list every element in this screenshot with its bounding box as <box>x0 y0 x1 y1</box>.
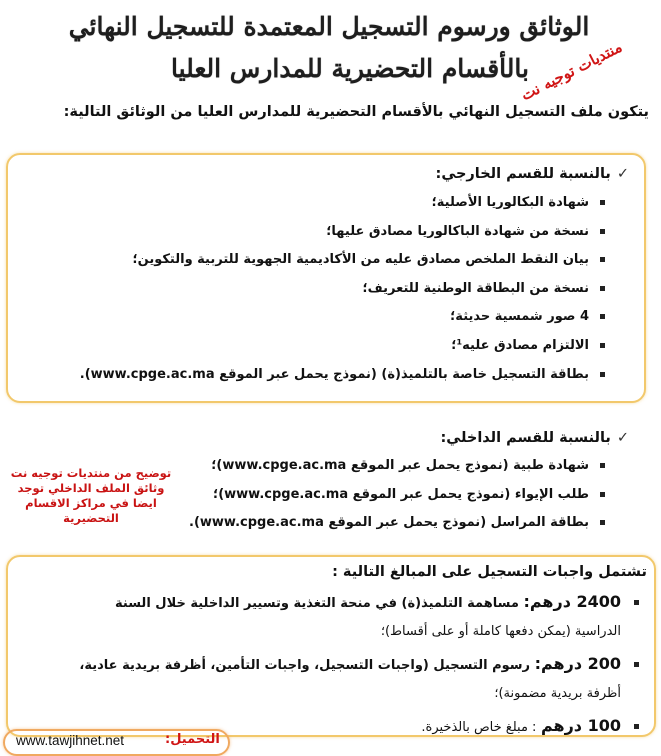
footer-url-link[interactable]: www.tawjihnet.net <box>16 733 125 748</box>
list-item: طلب الإيواء (نموذج يحمل عبر الموقع www.cpge.ac.ma)؛ <box>189 481 605 510</box>
fee-description: رسوم التسجيل (واجبات التسجيل، واجبات التأمين، أظرفة بريدية عادية، <box>79 658 531 673</box>
internal-note: توضيح من منتديات توجيه نت وثائق الملف الداخلي توجد ايضا في مراكز الاقسام التحضيرية <box>10 466 172 525</box>
external-heading <box>436 166 629 182</box>
watermark: منتديات توجيه نت <box>517 37 625 105</box>
fee-description: : مبلغ خاص بالذخيرة. <box>421 720 537 735</box>
list-item: نسخة من شهادة الباكالوريا مصادق عليها؛ <box>80 218 605 247</box>
fee-description: مساهمة التلميذ(ة) في منحة التغذية وتسيير الداخلية خلال السنة <box>115 596 519 611</box>
intro-text: يتكون ملف التسجيل النهائي بالأقسام التحضيرية للمدارس العليا من الوثائق التالية: <box>63 104 649 120</box>
internal-heading <box>441 430 630 446</box>
checkmark-icon: ✓ <box>616 166 629 182</box>
list-item: الالتزام مصادق عليه¹؛ <box>80 332 605 361</box>
list-item: بيان النقط الملخص مصادق عليه من الأكاديمية الجهوية للتربية والتكوين؛ <box>80 246 605 275</box>
fee-description-cont: الدراسية (يمكن دفعها كاملة أو على أقساط)؛ <box>380 624 621 639</box>
fees-list <box>23 588 643 742</box>
fee-amount: 200 درهم: <box>534 654 621 673</box>
fees-heading: تشتمل واجبات التسجيل على المبالغ التالية : <box>332 564 647 580</box>
footer-label: التحميل: <box>165 732 220 747</box>
list-item: نسخة من البطاقة الوطنية للتعريف؛ <box>80 275 605 304</box>
fee-amount: 2400 درهم: <box>523 592 621 611</box>
title-line-1: الوثائق ورسوم التسجيل المعتمدة للتسجيل النهائي <box>68 12 590 41</box>
fee-item <box>23 650 643 708</box>
checkmark-icon: ✓ <box>616 430 629 446</box>
title-line-2: بالأقسام التحضيرية للمدارس العليا <box>171 54 529 83</box>
external-heading-text: بالنسبة للقسم الخارجي: <box>435 166 611 182</box>
external-list <box>80 189 605 389</box>
list-item: بطاقة التسجيل خاصة بالتلميذ(ة) (نموذج يحمل عبر الموقع www.cpge.ac.ma). <box>80 361 605 390</box>
fee-description-cont: أظرفة بريدية مضمونة)؛ <box>494 686 621 701</box>
fee-item <box>23 588 643 646</box>
list-item: بطاقة المراسل (نموذج يحمل عبر الموقع www.cpge.ac.ma). <box>189 509 605 538</box>
fee-amount: 100 درهم <box>540 716 621 735</box>
list-item: 4 صور شمسية حديثة؛ <box>80 303 605 332</box>
list-item: شهادة البكالوريا الأصلية؛ <box>80 189 605 218</box>
internal-heading-text: بالنسبة للقسم الداخلي: <box>440 430 611 446</box>
internal-list <box>189 452 605 538</box>
list-item: شهادة طبية (نموذج يحمل عبر الموقع www.cpge.ac.ma)؛ <box>189 452 605 481</box>
